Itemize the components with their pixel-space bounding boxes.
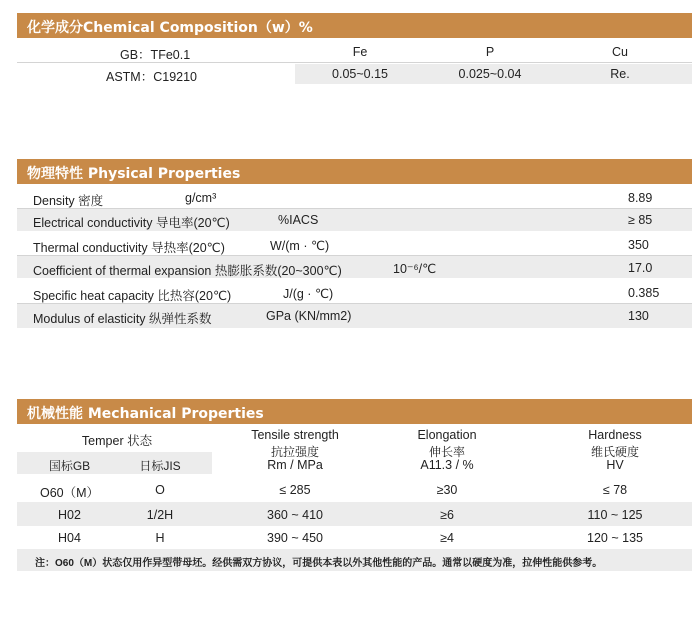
tensile-header-cn: 抗拉强度 [270, 445, 319, 459]
mech-title: 机械性能 Mechanical Properties [27, 406, 264, 422]
phys-row-unit: g/cm³ [185, 191, 217, 205]
physical-title: 物理特性 Physical Properties [27, 166, 241, 182]
mech-row-tensile: 360 ~ 410 [267, 508, 323, 522]
mech-row-jis: O [155, 483, 165, 497]
phys-row-value: 130 [628, 309, 649, 323]
hard-unit: HV [606, 458, 624, 472]
mech-row-gb: O60（M） [39, 486, 100, 500]
chem-divider [17, 62, 692, 63]
physical-section-header [17, 159, 692, 184]
mech-row-hard: 120 ~ 135 [587, 531, 643, 545]
mech-section-header [17, 399, 692, 424]
gb-label: GB：TFe0.1 [120, 48, 191, 62]
mech-row-hard: 110 ~ 125 [587, 508, 643, 522]
elong-header-cn: 伸长率 [428, 445, 465, 459]
mech-row-gb: H04 [58, 531, 81, 545]
phys-row-name: Coefficient of thermal expansion 热膨胀系数(20~300℃) [33, 264, 342, 278]
phys-row-name: Modulus of elasticity 纵弹性系数 [33, 312, 212, 326]
hard-header-en: Hardness [588, 428, 642, 442]
phys-row-name: Thermal conductivity 导热率(20℃) [33, 241, 225, 255]
phys-row-unit: 10⁻⁶/℃ [393, 262, 437, 276]
phys-row-unit: %IACS [278, 213, 319, 227]
phys-row-value: 8.89 [628, 191, 653, 205]
val-fe: 0.05~0.15 [332, 67, 388, 81]
val-cu: Re. [610, 67, 630, 81]
gb-header: 国标GB [48, 459, 91, 473]
col-p: P [485, 45, 495, 59]
phys-row-value: 17.0 [628, 261, 653, 275]
elong-unit: A11.3 / % [420, 458, 474, 472]
phys-row-value: 350 [628, 238, 649, 252]
phys-row-unit: GPa (KN/mm2) [266, 309, 352, 323]
tensile-header-en: Tensile strength [251, 428, 339, 442]
tensile-unit: Rm / MPa [267, 458, 323, 472]
mech-note: 注：O60（M）状态仅用作异型带母坯。经供需双方协议，可提供本表以外其他性能的产品。通常以硬度为准，拉伸性能供参考。 [35, 558, 603, 569]
mech-row-tensile: ≤ 285 [279, 483, 311, 497]
mech-row-hard: ≤ 78 [602, 483, 628, 497]
mech-row-jis: 1/2H [146, 508, 174, 522]
mech-row-elong: ≥4 [440, 531, 454, 545]
hard-header-cn: 维氏硬度 [590, 445, 639, 459]
astm-label: ASTM：C19210 [106, 70, 198, 84]
elong-header-en: Elongation [417, 428, 477, 442]
chem-title: 化学成分Chemical Composition（w）% [27, 20, 313, 36]
col-cu: Cu [612, 45, 628, 59]
val-p: 0.025~0.04 [458, 67, 522, 81]
col-fe: Fe [352, 45, 368, 59]
mech-row-elong: ≥6 [440, 508, 454, 522]
phys-row-name: Specific heat capacity 比热容(20℃) [33, 289, 232, 303]
phys-row-value: ≥ 85 [628, 213, 653, 227]
temper-header: Temper 状态 [81, 434, 153, 448]
mech-row-jis: H [155, 531, 165, 545]
mech-row-tensile: 390 ~ 450 [267, 531, 323, 545]
mech-row-gb: H02 [58, 508, 81, 522]
mech-row-elong: ≥30 [436, 483, 458, 497]
chem-section-header [17, 13, 692, 38]
jis-header: 日标JIS [139, 459, 181, 473]
phys-row-value: 0.385 [628, 286, 660, 300]
phys-row-name: Density 密度 [33, 194, 104, 208]
phys-row-name: Electrical conductivity 导电率(20℃) [33, 216, 230, 230]
phys-row-unit: J/(g · ℃) [283, 287, 334, 301]
phys-row-unit: W/(m · ℃) [270, 239, 330, 253]
